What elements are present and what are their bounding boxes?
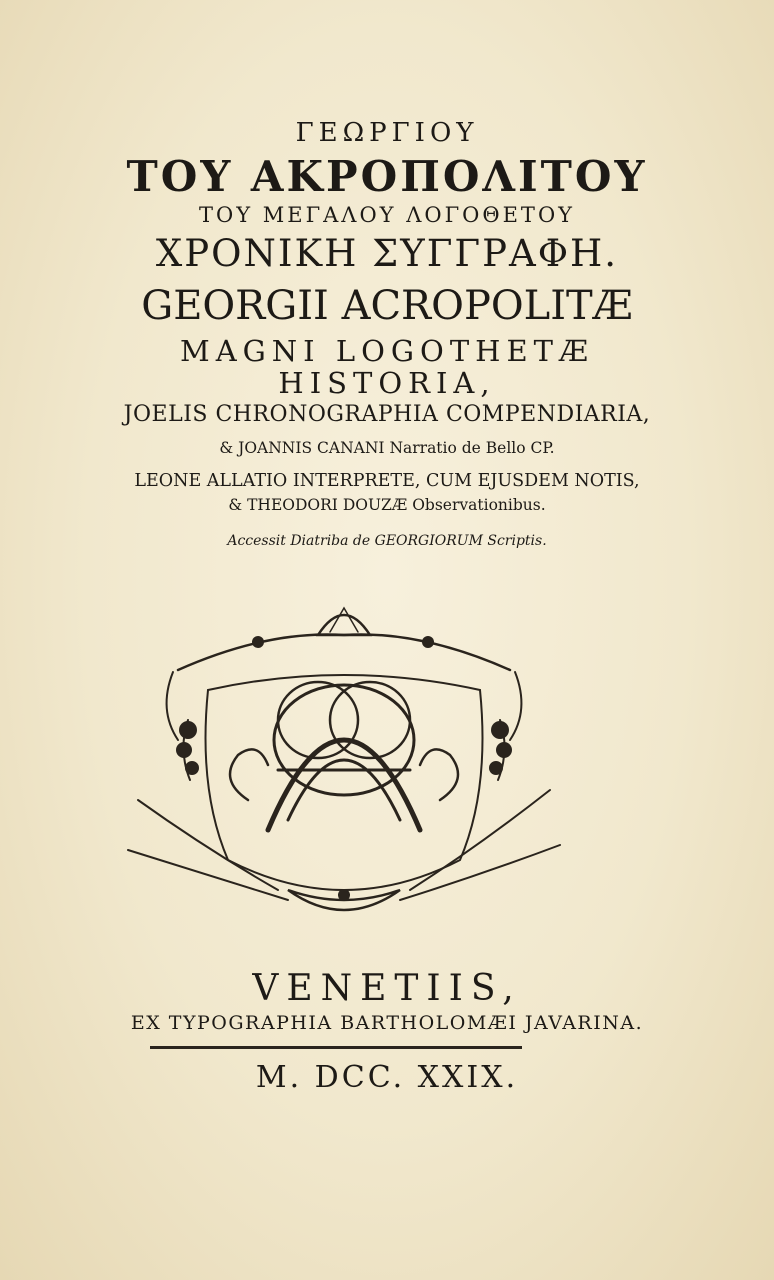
imprint-year: M. DCC. XXIX. bbox=[255, 1060, 519, 1095]
allatius-line: LEONE ALLATIO INTERPRETE, CUM EJUSDEM NOTIS, bbox=[134, 471, 640, 491]
greek-office: ΤΟΥ ΜΕΓΑΛΟΥ ΛΟΓΟΘΕΤΟΥ bbox=[198, 203, 576, 227]
imprint-rule bbox=[150, 1046, 522, 1049]
greek-author: ΓΕΩΡΓΙΟΥ bbox=[295, 118, 479, 148]
imprint-printer: EX TYPOGRAPHIA BARTHOLOMÆI JAVARINA. bbox=[130, 1012, 644, 1034]
greek-title: ΧΡΟΝΙΚΗ ΣΥΓΓΡΑΦΗ. bbox=[155, 232, 619, 275]
greek-name: ΤΟΥ ΑΚΡΟΠΟΛΙΤΟΥ bbox=[126, 152, 648, 201]
monogram-vignette bbox=[118, 590, 570, 935]
cananus-line: & JOANNIS CANANI Narratio de Bello CP. bbox=[219, 439, 555, 457]
diatriba-line: Accessit Diatriba de GEORGIORUM Scriptis. bbox=[227, 533, 547, 549]
joel-line: JOELIS CHRONOGRAPHIA COMPENDIARIA, bbox=[123, 402, 651, 427]
imprint-place: VENETIIS, bbox=[252, 968, 522, 1009]
latin-author: GEORGII ACROPOLITÆ bbox=[141, 283, 633, 329]
latin-title: HISTORIA, bbox=[278, 366, 496, 400]
latin-office: MAGNI LOGOTHETÆ bbox=[180, 334, 594, 368]
douza-line: & THEODORI DOUZÆ Observationibus. bbox=[228, 496, 546, 514]
